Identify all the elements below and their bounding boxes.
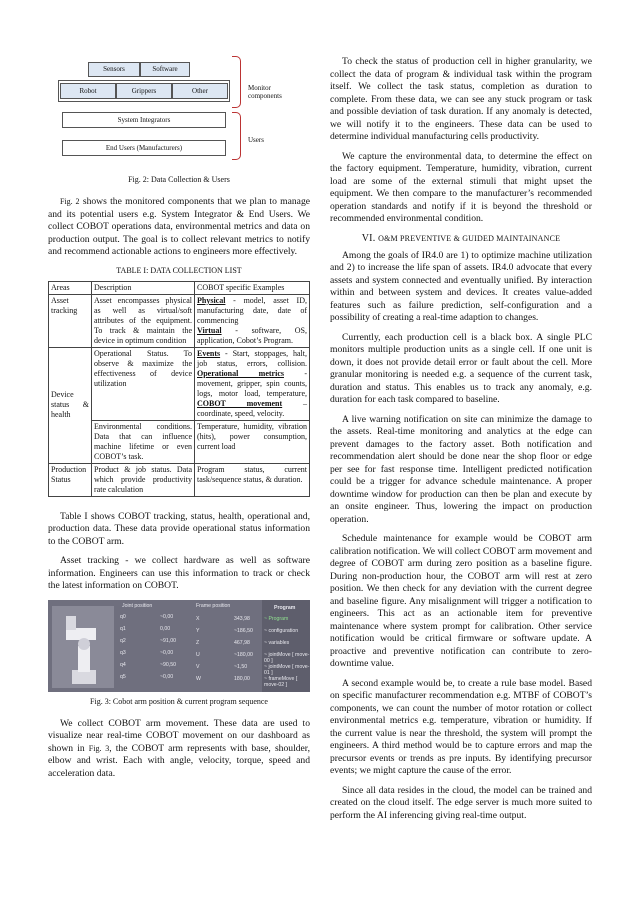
program-title: Program bbox=[274, 604, 296, 611]
monitor-brace bbox=[232, 56, 241, 108]
table-header-row: Areas Description COBOT specific Examples bbox=[49, 281, 310, 294]
cobot-arm-icon bbox=[52, 606, 114, 688]
left-paragraph-3: Asset tracking - we collect hardware as well as software information. Engineers can use this information to track or check the latest information on COBOT. bbox=[48, 555, 310, 591]
figure-2-caption: Fig. 2: Data Collection & Users bbox=[128, 175, 230, 184]
system-integrators-box: System Integrators bbox=[62, 112, 226, 128]
grippers-box: Grippers bbox=[116, 83, 172, 99]
figure-3-screenshot: Joint position Frame position q0 q1 q2 q3 q4 q5 ~0,00 0,00 ~91,00 ~0,00 ~90,50 ~0,00 X Y Z U V W 343,98 ~186,50 467,98 ~180,00 ~1,50 180,00 Program ~ Program ~ configuration ~ variables ~ jointMove [ move-00 ] ~ jointMove [ move-01 ] ~ frameMove [ move-02 ] bbox=[48, 600, 310, 692]
cobot-arm-image bbox=[52, 606, 114, 688]
users-brace bbox=[232, 112, 241, 160]
fig3-ref: Fig. 3 bbox=[88, 743, 110, 753]
fig2-ref: Fig. 2 bbox=[60, 197, 80, 206]
right-paragraph-4: Currently, each production cell is a black box. A single PLC monitors multiple production units as a single cell. If one unit is down, it does not provide detail error or fault about the cell. More granular monitoring is needed e.g. a sequence of the current task, duration and status. This enables us to track any anomaly, e.g. duration for each task compared to baseline. bbox=[330, 331, 592, 405]
right-paragraph-3: Among the goals of IR4.0 are 1) to optimize machine utilization and 2) to increase the life span of assets. IR4.0 advocate that every assets and system connected and eventually unified. By interaction within and between system and devices. It creates value-added features such as failure prediction, self-configuration and a possibility of creating a real-time adaption to changes. bbox=[330, 249, 592, 323]
left-paragraph-2: Table I shows COBOT tracking, status, health, operational and, production data. These data provide operational status information to the COBOT arm. bbox=[48, 510, 310, 547]
joint-position-title: Joint position bbox=[122, 602, 153, 609]
table-title: TABLE I: DATA COLLECTION LIST bbox=[116, 265, 242, 275]
monitor-label: Monitor bbox=[248, 84, 271, 92]
data-collection-table bbox=[48, 281, 310, 497]
table-row: Environmental conditions. Data that can influence machine lifetime or even COBOT’s task. Temperature, humidity, vibration (hits), power consumption, current load bbox=[49, 420, 310, 463]
components-label: components bbox=[248, 92, 282, 100]
sensors-box: Sensors bbox=[88, 62, 140, 77]
figure-3-caption: Fig. 3: Cobot arm position & current program sequence bbox=[90, 696, 268, 706]
software-box: Software bbox=[140, 62, 190, 77]
table-row: Asset tracking Asset encompasses physical as well as virtual/soft attributes of the equipment. To track & maintain the device in optimum condition Physical - model, asset ID, manufacturing date, date of commencing Virtual - software, OS, application, Cobot’s Program. bbox=[49, 294, 310, 347]
left-paragraph-1: Fig. 2 shows the monitored components that we plan to manage and its potential users e.g. System Integrator & End Users. We collect COBOT operations data, environmental metrics and data on production output. The goal is to collect relevant metrics to notify and recommend actionable actions to engineers more effectively. bbox=[48, 196, 310, 257]
figure-2-diagram bbox=[48, 42, 310, 170]
right-paragraph-6: Schedule maintenance for example would be COBOT arm calibration notification. We will collect COBOT arm movement and degree of COBOT arm during zero position as a baseline figure. During non-production hour, the COBOT arm will rest at zero position. We then check for any deviation with the current degree and baseline figure. Any misalignment will trigger a notification to engineers. This act as an actionable item for preventive maintenance where system prompt for calibration. Other service notification would be critical firmware or software update. A proactive and preventive notification can contribute to zero-downtime value. bbox=[330, 533, 592, 669]
right-paragraph-2: We capture the environmental data, to determine the effect on the factory equipment. Temperature, humidity, vibration, current load are some of the external stimuli that might upset the equipment. We then compare to the manufacturer’s recommended operation standards and notify if it is beyond the threshold or recommended environmental condition. bbox=[330, 150, 592, 224]
other-box: Other bbox=[172, 83, 228, 99]
left-column bbox=[48, 40, 310, 787]
right-paragraph-8: Since all data resides in the cloud, the model can be trained and created on the cloud itself. The edge server is much more suited to perform the AI inferencing giving real-time output. bbox=[330, 784, 592, 821]
right-paragraph-1: To check the status of production cell in higher granularity, we collect the data of program & individual task within the program itself. We collect the task status, completion as duration to complete. From these data, we can see any stuck program or task and possible deviation of task duration. If any anomaly is detected, we will notify it to the engineers. These data can be used to determine individual manufacturing cells productivity. bbox=[330, 56, 592, 142]
table-row: Production Status Product & job status. Data which provide productivity rate calculation Program status, current task/sequence status, & duration. bbox=[49, 463, 310, 496]
right-column bbox=[330, 56, 592, 829]
program-panel: Program ~ Program ~ configuration ~ variables ~ jointMove [ move-00 ] ~ jointMove [ move-01 ] ~ frameMove [ move-02 ] bbox=[262, 600, 310, 692]
table-row: Device status & health Operational Status. To observe & maximize the effectiveness of device utilization Events - Start, stoppages, halt, job status, errors, collision. Operational metrics - movement, gripper, spin counts, logs, motor load, temperature, COBOT movement – coordinate, speed, velocity. bbox=[49, 347, 310, 420]
right-paragraph-7: A second example would be, to create a rule base model. Based on specific manufacturer recommendation e.g. MTBF of COBOT’s components, we can count the number of motor rotation or collect environmental metrics e.g. temperature, vibration or humidity. If the current value is near the threshold, the system will prompt the engineers. A third method would be to capture errors and map the precursor events or trends as pre inputs. By identifying precursor events; we might capture the cause of the error. bbox=[330, 677, 592, 776]
robot-box: Robot bbox=[60, 83, 116, 99]
right-paragraph-5: A live warning notification on site can minimize the damage to the assets. Real-time monitoring and analytics at the edge can prevent damages to the factory asset. Both notification and recommendation alert should be done near the shop floor or edge per see for fast response time. Intelligent predicted notification could be a trigger for advance schedule maintenance. A proper downtime window for production can then be plan and execute by an onsite engineer. Thus, lowering the impact on production operation. bbox=[330, 413, 592, 525]
left-paragraph-4: We collect COBOT arm movement. These data are used to visualize near real-time COBOT movement on our dashboard as shown in Fig. 3, the COBOT arm represents with base, shoulder, elbow and wrist. Each with angle, velocity, torque, speed and acceleration data. bbox=[48, 717, 311, 779]
users-label: Users bbox=[248, 136, 264, 144]
section-heading: VI. O&M PREVENTIVE & GUIDED MAINTAINANCE bbox=[361, 232, 561, 244]
frame-position-title: Frame position bbox=[196, 602, 231, 609]
end-users-box: End Users (Manufacturers) bbox=[62, 140, 226, 156]
